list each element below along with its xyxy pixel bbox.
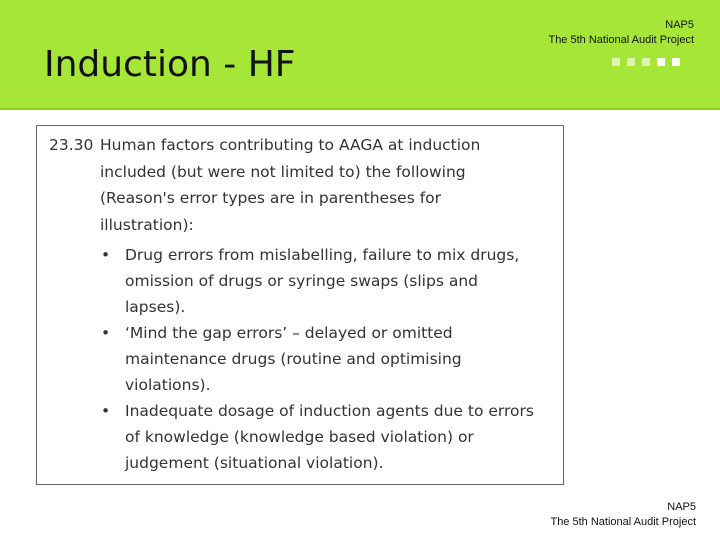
brand-fullname: The 5th National Audit Project [548,34,694,46]
square-dot-icon [657,58,665,66]
square-dot-icon [672,58,680,66]
bullet-item: • ‘Mind the gap errors’ – delayed or omitted maintenance drugs (routine and optimising violations). [101,320,541,398]
paragraph-number: 23.30 [49,136,94,154]
brand-acronym: NAP5 [665,19,694,31]
slide-title: Induction - HF [44,44,296,85]
decorative-dots [612,58,680,66]
bullet-item: • Drug errors from mislabelling, failure to mix drugs, omission of drugs or syringe swaps (slips and lapses). [101,242,541,320]
bullet-list [101,242,541,476]
header-brand [548,18,694,48]
paragraph-line: Human factors contributing to AAGA at induction [100,136,481,154]
paragraph-line: illustration): [100,215,194,234]
square-dot-icon [627,58,635,66]
paragraph-line: (Reason's error types are in parentheses for [100,189,442,207]
content-box [36,125,564,485]
slide-header [0,0,720,110]
square-dot-icon [612,58,620,66]
square-dot-icon [642,58,650,66]
paragraph-line: included (but were not limited to) the following [100,162,466,181]
slide-footer [550,500,696,530]
footer-fullname: The 5th National Audit Project [550,516,696,528]
intro-paragraph [49,132,529,238]
bullet-item: • Inadequate dosage of induction agents due to errors of knowledge (knowledge based violation) or judgement (situational violation). [101,398,541,476]
footer-acronym: NAP5 [667,501,696,513]
